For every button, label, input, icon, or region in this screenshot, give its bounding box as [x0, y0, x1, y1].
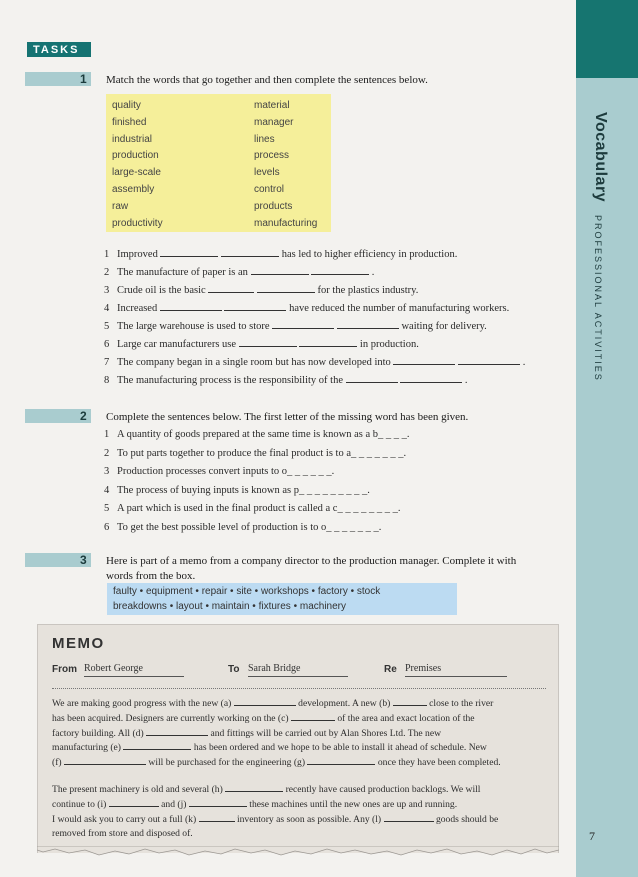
answer-blank	[400, 373, 462, 383]
sentence-text: The process of buying inputs is known as p_ _ _ _ _ _ _ _ _.	[117, 484, 370, 496]
memo-to-value: Sarah Bridge	[248, 663, 348, 677]
sentence-end: .	[464, 375, 468, 386]
sentence-end: have reduced the number of manufacturing workers.	[289, 303, 510, 314]
memo-text: I would ask you to carry out a full (k)	[52, 813, 197, 825]
task-2-number: 2	[80, 409, 87, 423]
task-2-sentence	[104, 429, 409, 440]
memo-text: manufacturing (e)	[52, 742, 121, 754]
sentence-number: 5	[104, 503, 110, 514]
memo-text: factory building. All (d)	[52, 727, 144, 739]
answer-blank	[199, 813, 235, 822]
memo-text: development. A new (b)	[298, 698, 391, 709]
sentence-text: Production processes convert inputs to o_ _ _ _ _ _.	[117, 466, 335, 477]
memo-to-label: To	[228, 664, 240, 675]
task-1-sentence	[104, 337, 419, 350]
memo-text: has been acquired. Designers are currently working on the (c)	[52, 712, 289, 724]
answer-blank	[64, 756, 146, 765]
sentence-number: 7	[104, 357, 110, 368]
sentence-number: 4	[104, 484, 110, 496]
memo-text: close to the river	[429, 698, 494, 709]
memo-line	[52, 813, 498, 828]
memo-torn-edge	[37, 846, 559, 860]
answer-blank	[146, 727, 208, 736]
task-3-word-box	[107, 583, 457, 615]
memo-text: and fittings will be carried out by Alan Shores Ltd. The new	[210, 727, 442, 739]
memo-paragraph-2	[52, 783, 498, 842]
memo-from-label: From	[52, 664, 77, 675]
memo-text: recently have caused production backlogs. We will	[285, 784, 481, 795]
side-band-top-block	[576, 0, 638, 78]
answer-blank	[272, 319, 334, 329]
sentence-number: 2	[104, 267, 110, 278]
answer-blank	[224, 301, 286, 311]
memo-re-value: Premises	[405, 663, 507, 677]
word-item: control	[254, 183, 285, 195]
sentence-end: .	[522, 357, 526, 368]
word-box	[106, 94, 331, 232]
task-2-sentence	[104, 522, 381, 533]
answer-blank	[384, 813, 434, 822]
word-item: manufacturing	[254, 217, 318, 229]
memo-text: The present machinery is old and several (h)	[52, 784, 223, 795]
word-item: process	[254, 150, 290, 162]
task-1-sentence	[104, 247, 457, 260]
sentence-start: The large warehouse is used to store	[117, 321, 270, 332]
task-3-box-line-2: breakdowns • layout • maintain • fixtures • machinery	[113, 601, 346, 612]
memo-text: goods should be	[435, 813, 499, 825]
memo-text: has been ordered and we hope to be able to install it ahead of schedule. New	[193, 742, 487, 754]
answer-blank	[337, 319, 399, 329]
answer-blank	[346, 373, 398, 383]
task-3-box-line-1: faulty • equipment • repair • site • workshops • factory • stock	[113, 586, 381, 597]
sentence-end: .	[371, 267, 375, 278]
memo-text: We are making good progress with the new (a)	[52, 698, 232, 709]
sentence-text: To put parts together to produce the final product is to a_ _ _ _ _ _ _.	[117, 447, 407, 459]
memo-line	[52, 783, 498, 798]
memo-text: will be purchased for the engineering (g)	[148, 757, 306, 769]
sentence-number: 5	[104, 321, 110, 332]
word-item: large-scale	[112, 167, 161, 179]
word-item: material	[254, 100, 290, 111]
word-item: productivity	[112, 217, 163, 229]
word-item: assembly	[112, 183, 155, 195]
memo-line	[52, 712, 501, 727]
sentence-start: The company began in a single room but has now developed into	[117, 357, 391, 368]
task-1-sentence	[104, 355, 525, 368]
word-item: finished	[112, 116, 147, 128]
answer-blank	[225, 783, 283, 792]
word-item: quality	[112, 100, 141, 111]
task-2-instruction: Complete the sentences below. The first letter of the missing word has been given.	[106, 411, 469, 423]
answer-blank	[208, 283, 254, 293]
task-2-sentence	[104, 503, 400, 514]
sentence-start: Crude oil is the basic	[117, 285, 206, 296]
memo-text: (f)	[52, 757, 62, 769]
sentence-number: 6	[104, 339, 110, 350]
word-item: production	[112, 150, 159, 162]
section-title-vertical: Vocabulary	[592, 112, 609, 203]
answer-blank	[234, 697, 296, 706]
memo-paragraph-1	[52, 697, 501, 771]
sentence-number: 4	[104, 303, 110, 314]
answer-blank	[311, 265, 369, 275]
word-item: products	[254, 200, 293, 212]
sentence-number: 1	[104, 249, 110, 260]
task-3-instruction-line-2: words from the box.	[106, 570, 196, 582]
word-item: levels	[254, 167, 280, 179]
answer-blank	[189, 798, 247, 807]
word-item: lines	[254, 133, 275, 145]
answer-blank	[393, 697, 427, 706]
answer-blank	[299, 337, 357, 347]
sentence-text: A quantity of goods prepared at the same time is known as a b_ _ _ _.	[117, 429, 410, 440]
task-2-sentence	[104, 448, 406, 459]
memo-text: inventory as soon as possible. Any (l)	[236, 813, 382, 825]
sentence-start: Large car manufacturers use	[117, 339, 237, 350]
memo-text: removed from store and disposed of.	[52, 828, 193, 840]
memo-line	[52, 741, 501, 756]
word-item: manager	[254, 116, 294, 128]
answer-blank	[221, 247, 279, 257]
sentence-start: Increased	[117, 303, 158, 314]
task-1-number: 1	[80, 72, 87, 86]
memo-divider	[52, 688, 546, 689]
sentence-number: 3	[104, 285, 110, 296]
word-column-1	[112, 98, 163, 232]
sentence-start: Improved	[117, 249, 158, 260]
task-1-sentence	[104, 373, 468, 386]
sentence-end: in production.	[359, 339, 419, 350]
task-3-number: 3	[80, 553, 87, 567]
task-1-sentence	[104, 265, 374, 278]
answer-blank	[393, 355, 455, 365]
answer-blank	[239, 337, 297, 347]
answer-blank	[160, 301, 222, 311]
sentence-end: waiting for delivery.	[401, 321, 487, 332]
sentence-number: 3	[104, 466, 110, 477]
answer-blank	[257, 283, 315, 293]
task-1-sentence	[104, 301, 509, 314]
memo-re-label: Re	[384, 664, 397, 675]
sentence-start: The manufacture of paper is an	[117, 267, 248, 278]
word-item: industrial	[112, 133, 153, 145]
memo-text: once they have been completed.	[377, 757, 501, 769]
sentence-end: for the plastics industry.	[317, 285, 419, 296]
task-2-sentence	[104, 466, 334, 477]
sentence-number: 8	[104, 375, 110, 386]
answer-blank	[251, 265, 309, 275]
word-column-2	[254, 98, 317, 232]
task-3-instruction-line-1: Here is part of a memo from a company director to the production manager. Complete it with	[106, 555, 517, 567]
word-item: raw	[112, 200, 129, 212]
memo-from-value: Robert George	[84, 663, 184, 677]
memo-text: continue to (i)	[52, 798, 107, 810]
sentence-text: To get the best possible level of production is to o_ _ _ _ _ _ _.	[117, 521, 382, 533]
sentence-number: 6	[104, 521, 110, 533]
answer-blank	[123, 741, 191, 750]
answer-blank	[307, 756, 375, 765]
memo-text: of the area and exact location of the	[337, 712, 475, 724]
memo-line	[52, 697, 501, 712]
sentence-number: 1	[104, 429, 110, 440]
task-1-sentence	[104, 319, 487, 332]
sentence-number: 2	[104, 447, 110, 459]
memo-title: MEMO	[52, 635, 105, 652]
memo-text: these machines until the new ones are up and running.	[249, 798, 458, 810]
page-number: 7	[589, 829, 595, 843]
answer-blank	[109, 798, 159, 807]
memo-text: and (j)	[161, 798, 187, 810]
task-2-sentence	[104, 485, 370, 496]
answer-blank	[291, 712, 335, 721]
memo-line	[52, 756, 501, 771]
answer-blank	[160, 247, 218, 257]
tasks-heading: TASKS	[27, 42, 91, 57]
sentence-start: The manufacturing process is the responsibility of the	[117, 375, 343, 386]
sentence-end: has led to higher efficiency in production.	[281, 249, 458, 260]
memo-line	[52, 798, 498, 813]
answer-blank	[458, 355, 520, 365]
section-subtitle-vertical: PROFESSIONAL ACTIVITIES	[593, 215, 603, 382]
memo-line	[52, 827, 498, 842]
task-1-instruction: Match the words that go together and then complete the sentences below.	[106, 74, 428, 86]
memo-card	[37, 624, 559, 853]
memo-line	[52, 727, 501, 742]
sentence-text: A part which is used in the final product is called a c_ _ _ _ _ _ _ _.	[117, 503, 401, 514]
task-1-sentence	[104, 283, 418, 296]
